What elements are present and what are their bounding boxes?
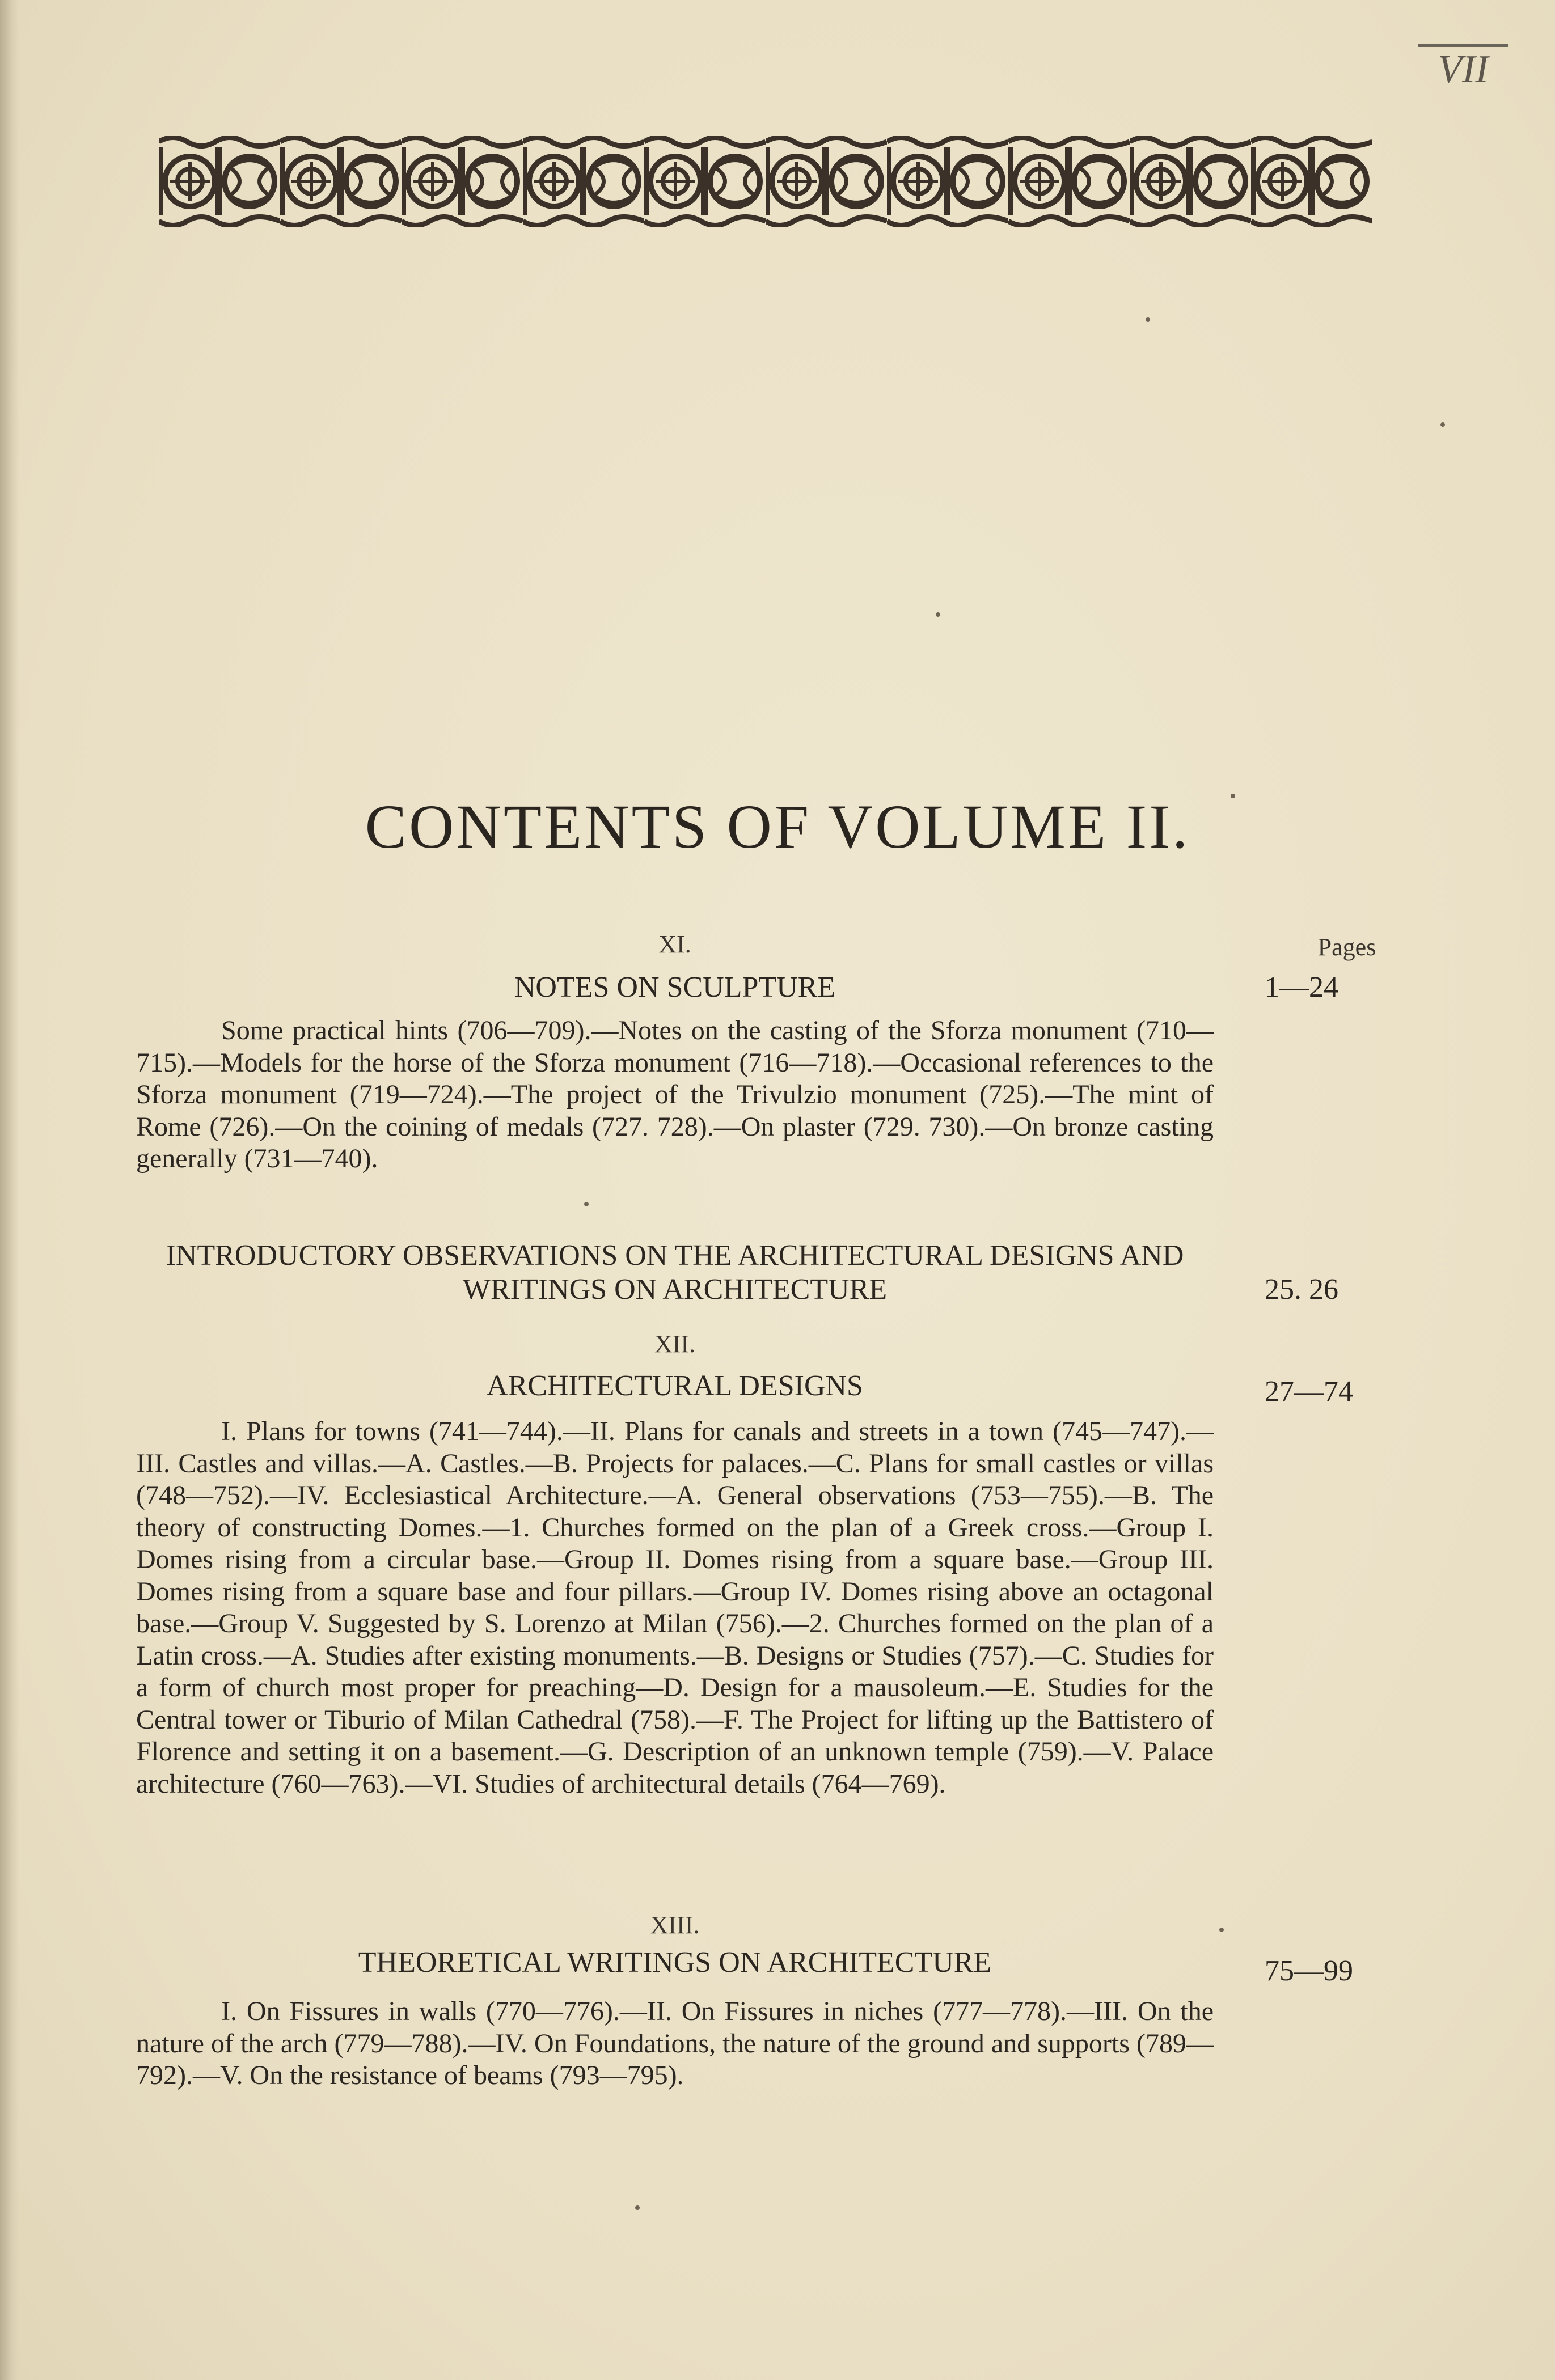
section-summary: I. Plans for towns (741—744).—II. Plans for canals and streets in a town (745—747).—III. Castles and villas.—A. Castles.—B. Projects for palaces.—C. Plans for small castles or villas (748—752).—IV. Ecclesiastical Architecture.—A. General observations (753—755).—B. The theory of constructing Domes.—1. Churches formed on the plan of a Greek cross.—Group I. Domes rising from a circular base.—Group II. Domes rising from a square base.—Group III. Domes rising from a square base and four pillars.—Group IV. Domes rising above an octagonal base.—Group V. Suggested by S. Lorenzo at Milan (756).—2. Churches formed on the plan of a Latin cross.—A. Studies after existing monuments.—B. Designs or Studies (757).—C. Studies for a form of church most proper for preaching—D. Design for a mausoleum.—E. Studies for the Central tower or Tiburio of Milan Cathedral (758).—F. The Project for lifting up the Battistero of Florence and setting it on a basement.—G. Description of an unknown temple (759).—V. Palace architecture (760—763).—VI. Studies of architectural details (764—769).: [136, 1416, 1214, 1799]
section-numeral: XIII.: [650, 1911, 700, 1939]
binding-edge: [0, 0, 19, 2380]
section-heading: INTRODUCTORY OBSERVATIONS ON THE ARCHITECTURAL DESIGNS AND WRITINGS ON ARCHITECTURE: [166, 1239, 1184, 1306]
section-pages: 1—24: [1265, 971, 1338, 1003]
folio-number: VII: [1418, 44, 1508, 92]
section-numeral: XI.: [658, 930, 691, 958]
section-heading: ARCHITECTURAL DESIGNS: [487, 1370, 863, 1402]
section-heading: THEORETICAL WRITINGS ON ARCHITECTURE: [358, 1946, 992, 1979]
section-summary: I. On Fissures in walls (770—776).—II. On Fissures in niches (777—778).—III. On the nature of the arch (779—788).—IV. On Foundations, the nature of the ground and supports (789—792).—V. On the resistance of beams (793—795).: [136, 1996, 1214, 2090]
section-pages: 75—99: [1265, 1955, 1353, 1987]
section-pages: 27—74: [1265, 1375, 1353, 1408]
section-pages: 25. 26: [1265, 1273, 1338, 1306]
section-summary: Some practical hints (706—709).—Notes on the casting of the Sforza monument (710—715).—Models for the horse of the Sforza monument (716—718).—Occasional references to the Sforza monument (719—724).—The project of the Trivulzio monument (725).—The mint of Rome (726).—On the coining of medals (727. 728).—On plaster (729. 730).—On bronze casting generally (731—740).: [136, 1015, 1214, 1174]
pages-column-label: Pages: [1317, 933, 1376, 961]
section-numeral: XII.: [654, 1330, 696, 1358]
decorative-header-band: [159, 136, 1372, 227]
section-heading: NOTES ON SCULPTURE: [514, 971, 836, 1003]
page-title: CONTENTS OF VOLUME II.: [365, 792, 1190, 861]
